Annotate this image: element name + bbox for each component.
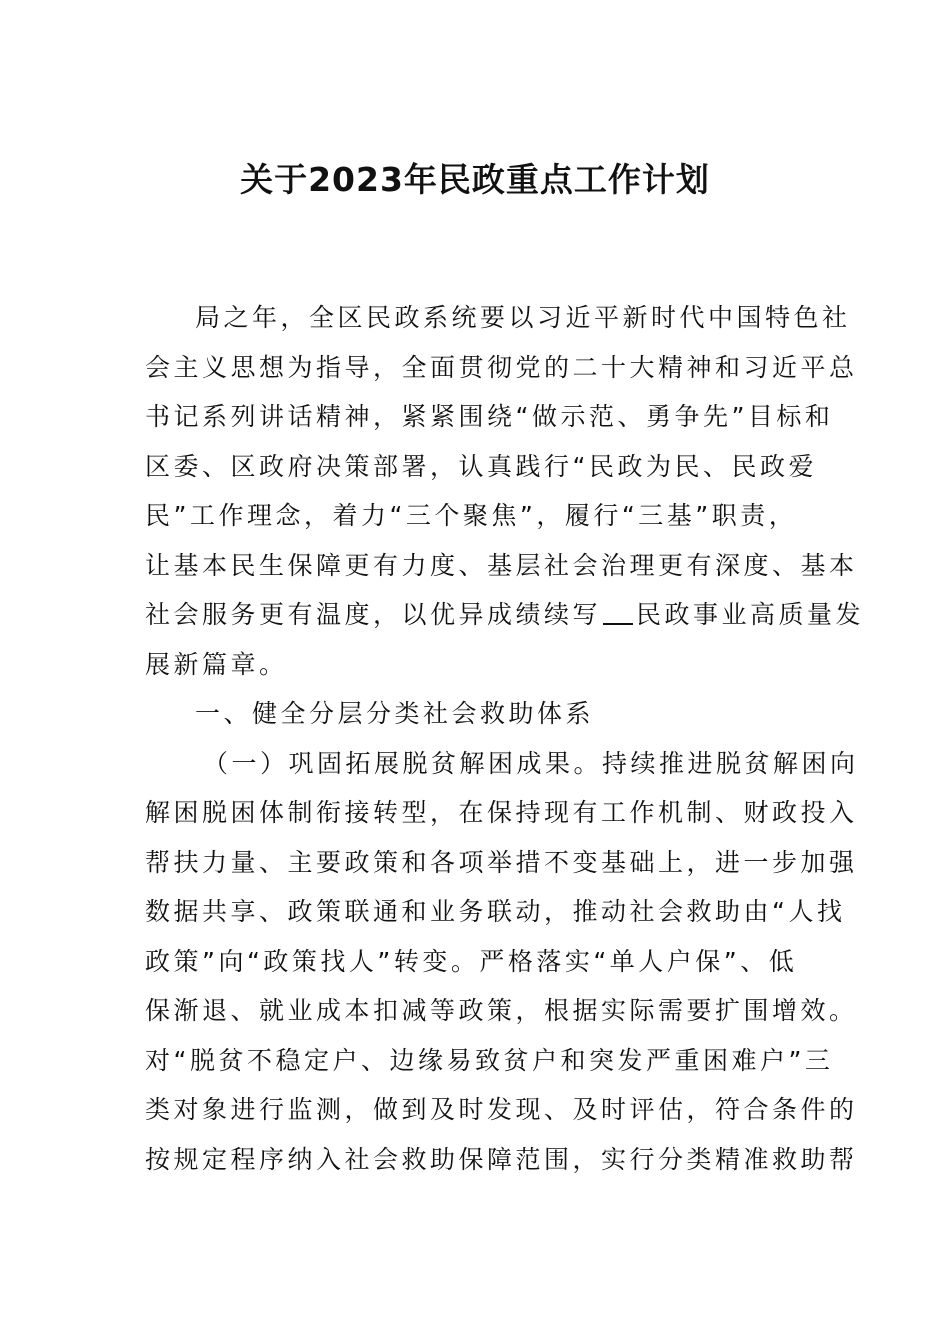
paragraph-line: 会主义思想为指导，全面贯彻党的二十大精神和习近平总 xyxy=(145,352,858,382)
document-title: 关于2023年民政重点工作计划 xyxy=(240,160,710,199)
paragraph-line: 帮扶力量、主要政策和各项举措不变基础上，进一步加强 xyxy=(145,847,858,877)
line-text-before-blank: 社会服务更有温度，以优异成绩续写 xyxy=(145,600,602,629)
paragraph-line: 政策”向“政策找人”转变。严格落实“单人户保”、低 xyxy=(145,946,798,976)
paragraph-line: 让基本民生保障更有力度、基层社会治理更有深度、基本 xyxy=(145,550,858,580)
fill-in-blank xyxy=(603,601,633,625)
document-body xyxy=(145,293,865,1184)
section-heading: 一、健全分层分类社会救助体系 xyxy=(195,699,595,728)
paragraph-line: 按规定程序纳入社会救助保障范围，实行分类精准救助帮 xyxy=(145,1144,858,1174)
paragraph-line: 类对象进行监测，做到及时发现、及时评估，符合条件的 xyxy=(145,1095,858,1124)
paragraph-line: 区委、区政府决策部署，认真践行“民政为民、民政爱 xyxy=(145,451,817,481)
subsection-line: （一）巩固拓展脱贫解困成果。持续推进脱贫解困向 xyxy=(203,748,859,778)
paragraph-line: 对“脱贫不稳定户、边缘易致贫户和突发严重困难户”三 xyxy=(145,1045,834,1075)
paragraph-line: 数据共享、政策联通和业务联动，推动社会救助由“人找 xyxy=(145,897,846,926)
paragraph-line: 民”工作理念，着力“三个聚焦”，履行“三基”职责， xyxy=(145,501,798,530)
paragraph-line: 局之年，全区民政系统要以习近平新时代中国特色社 xyxy=(195,303,851,332)
paragraph-line: 解困脱困体制衔接转型，在保持现有工作机制、财政投入 xyxy=(145,798,858,827)
line-text-after-blank: 民政事业高质量发 xyxy=(636,600,865,629)
paragraph-line: 展新篇章。 xyxy=(145,649,288,679)
paragraph-line: 书记系列讲话精神，紧紧围绕“做示范、勇争先”目标和 xyxy=(145,402,834,431)
paragraph-line: 保渐退、就业成本扣减等政策，根据实际需要扩围增效。 xyxy=(145,996,858,1025)
paragraph-line-with-blank xyxy=(145,590,865,640)
